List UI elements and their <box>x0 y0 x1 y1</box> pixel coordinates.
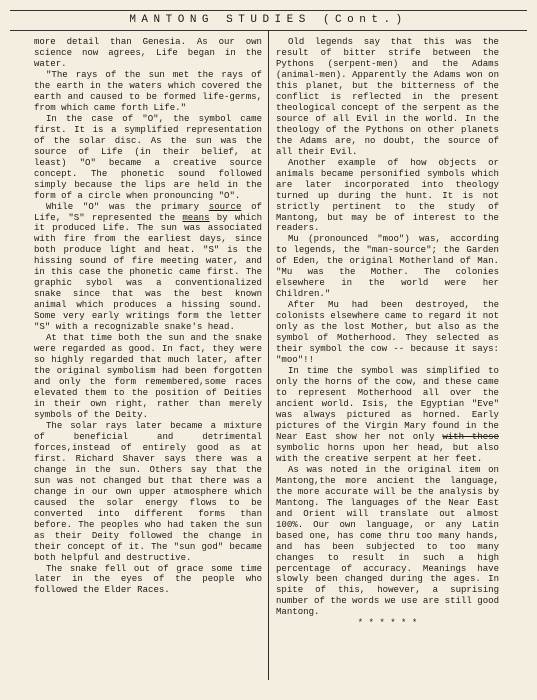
paragraph <box>34 333 262 421</box>
paragraph-text: At that time both the sun and the snake were regarded as good. In fact, they were so highly regarded that much later, after the original symbolism had been forgotten and only the form remembered,some races elevated them to the position of Deities in their own right, rather than merely symbols of the Deity. <box>34 332 262 420</box>
paragraph <box>34 114 262 202</box>
paragraph <box>276 366 499 465</box>
paragraph <box>34 421 262 564</box>
paragraph <box>276 158 499 235</box>
paragraph-text: The solar rays later became a mixture of beneficial and detrimental forces,instead of entirely good as at first. Richard Shaver says there was a change in the sun. Others say that the sun was not changed but that there was a change in our own upper atmosphere which caused the solar energy flows to be converted into different forms than before. The peoples who had taken the sun as their Deity followed the change in their concept of it. The "sun god" became both helpful and destructive. <box>34 419 262 563</box>
paragraph-text: of Life, "S" represented the <box>34 200 262 223</box>
page-title: MANTONG STUDIES (Cont.) <box>129 14 408 26</box>
paragraph-text: While "O" was the primary <box>46 200 209 212</box>
underlined-word: source <box>208 200 242 212</box>
paragraph <box>34 70 262 114</box>
column-divider <box>268 30 269 680</box>
paragraph-text: by which it produced Life. The sun was associated with fire from the earliest days, since both produce light and heat. "S" is the hissing sound of fire meeting water, and in this case the phonetic came first. The graphic sybol was a conventionalized snake since that was the best known animal which produces a hissing sound. Some very early writings form the letter "S" with a recognizable snake's head. <box>34 211 262 333</box>
paragraph <box>34 564 262 597</box>
paragraph-text: "The rays of the sun met the rays of the earth in the waters which covered the earth and caused to be formed life-germs, from which came forth Life." <box>34 68 262 113</box>
paragraph-text: symbolic horns upon her head, but also with the creative serpent at her feet. <box>276 441 499 464</box>
paragraph-text: Mu (pronounced "moo") was, according to legends, the "man-source"; the Garden of Eden, the original Motherland of Man. "Mu was the Mother. The colonies elsewhere in the world were her Children." <box>276 233 499 300</box>
paragraph-text: Another example of how objects or animals became personified symbols which are later incorporated into theology turned up during the hunt. It is not strictly pertinent to the study of Mantong, but may be of interest to the readers. <box>276 156 499 234</box>
paragraph-text: After Mu had been destroyed, the colonists elsewhere came to regard it not only as the lost Mother, but also as the symbol of Motherhood. They selected as their symbol the cow -- because it says: "moo"!! <box>276 299 499 366</box>
paragraph-text: Old legends say that this was the result of bitter strife between the Pythons (serpent-men) and the Adams (animal-men). Apparently the Adams won on this planet, but the bitterness of the conflict is reflected in the present theological concept of the serpent as the source of all Evil in the world. In the theology of the Pythons on other planets the Adams are, no doubt, the source of all their Evil. <box>276 36 499 157</box>
end-mark <box>276 618 499 629</box>
paragraph <box>276 37 499 158</box>
paragraph-text: In time the symbol was simplified to only the horns of the cow, and these came to represent Motherhood all over the ancient world. Isis, the Egyptian "Eve" was always pictured as horned. Early pictures of the Virgin Mary found in the Near East show her not only <box>276 365 499 442</box>
paragraph-text: The snake fell out of grace some time later in the eyes of the people who followed the Elder Races. <box>34 562 262 596</box>
paragraph-text: more detail than Genesia. As our own science now agrees, Life began in the water. <box>34 36 262 69</box>
struck-text: with these <box>442 430 500 442</box>
right-column <box>276 37 499 629</box>
left-column <box>34 37 262 596</box>
paragraph <box>276 234 499 300</box>
paragraph <box>276 465 499 619</box>
paragraph <box>276 300 499 366</box>
asterisk-separator: * * * * * * <box>357 617 418 629</box>
paragraph-text: As was noted in the original item on Mantong,the more ancient the language, the more accurate will be the analysis by Mantong. The languages of the Near East and Orient will translate out almost 100%. Our own language, or any Latin based one, has come thru too many hands, and has been subjected to too many changes to result in such a high percentage of accuracy. Meanings have slowly been changed during the ages. In spite of this, however, a suprising number of the words we use are still good Mantong. <box>276 463 499 618</box>
underlined-word: means <box>182 211 210 223</box>
header-top-rule <box>10 10 527 11</box>
paragraph-text: In the case of "O", the symbol came first. It is a symplified representation of the solar disc. As the sun was the source of Life (in their belief, at least) "O" became a creative source concept. The phonetic sound followed simply because the lips are held in the form of a circle when pronouncing "O". <box>34 112 262 201</box>
paragraph <box>34 37 262 70</box>
paragraph <box>34 202 262 334</box>
